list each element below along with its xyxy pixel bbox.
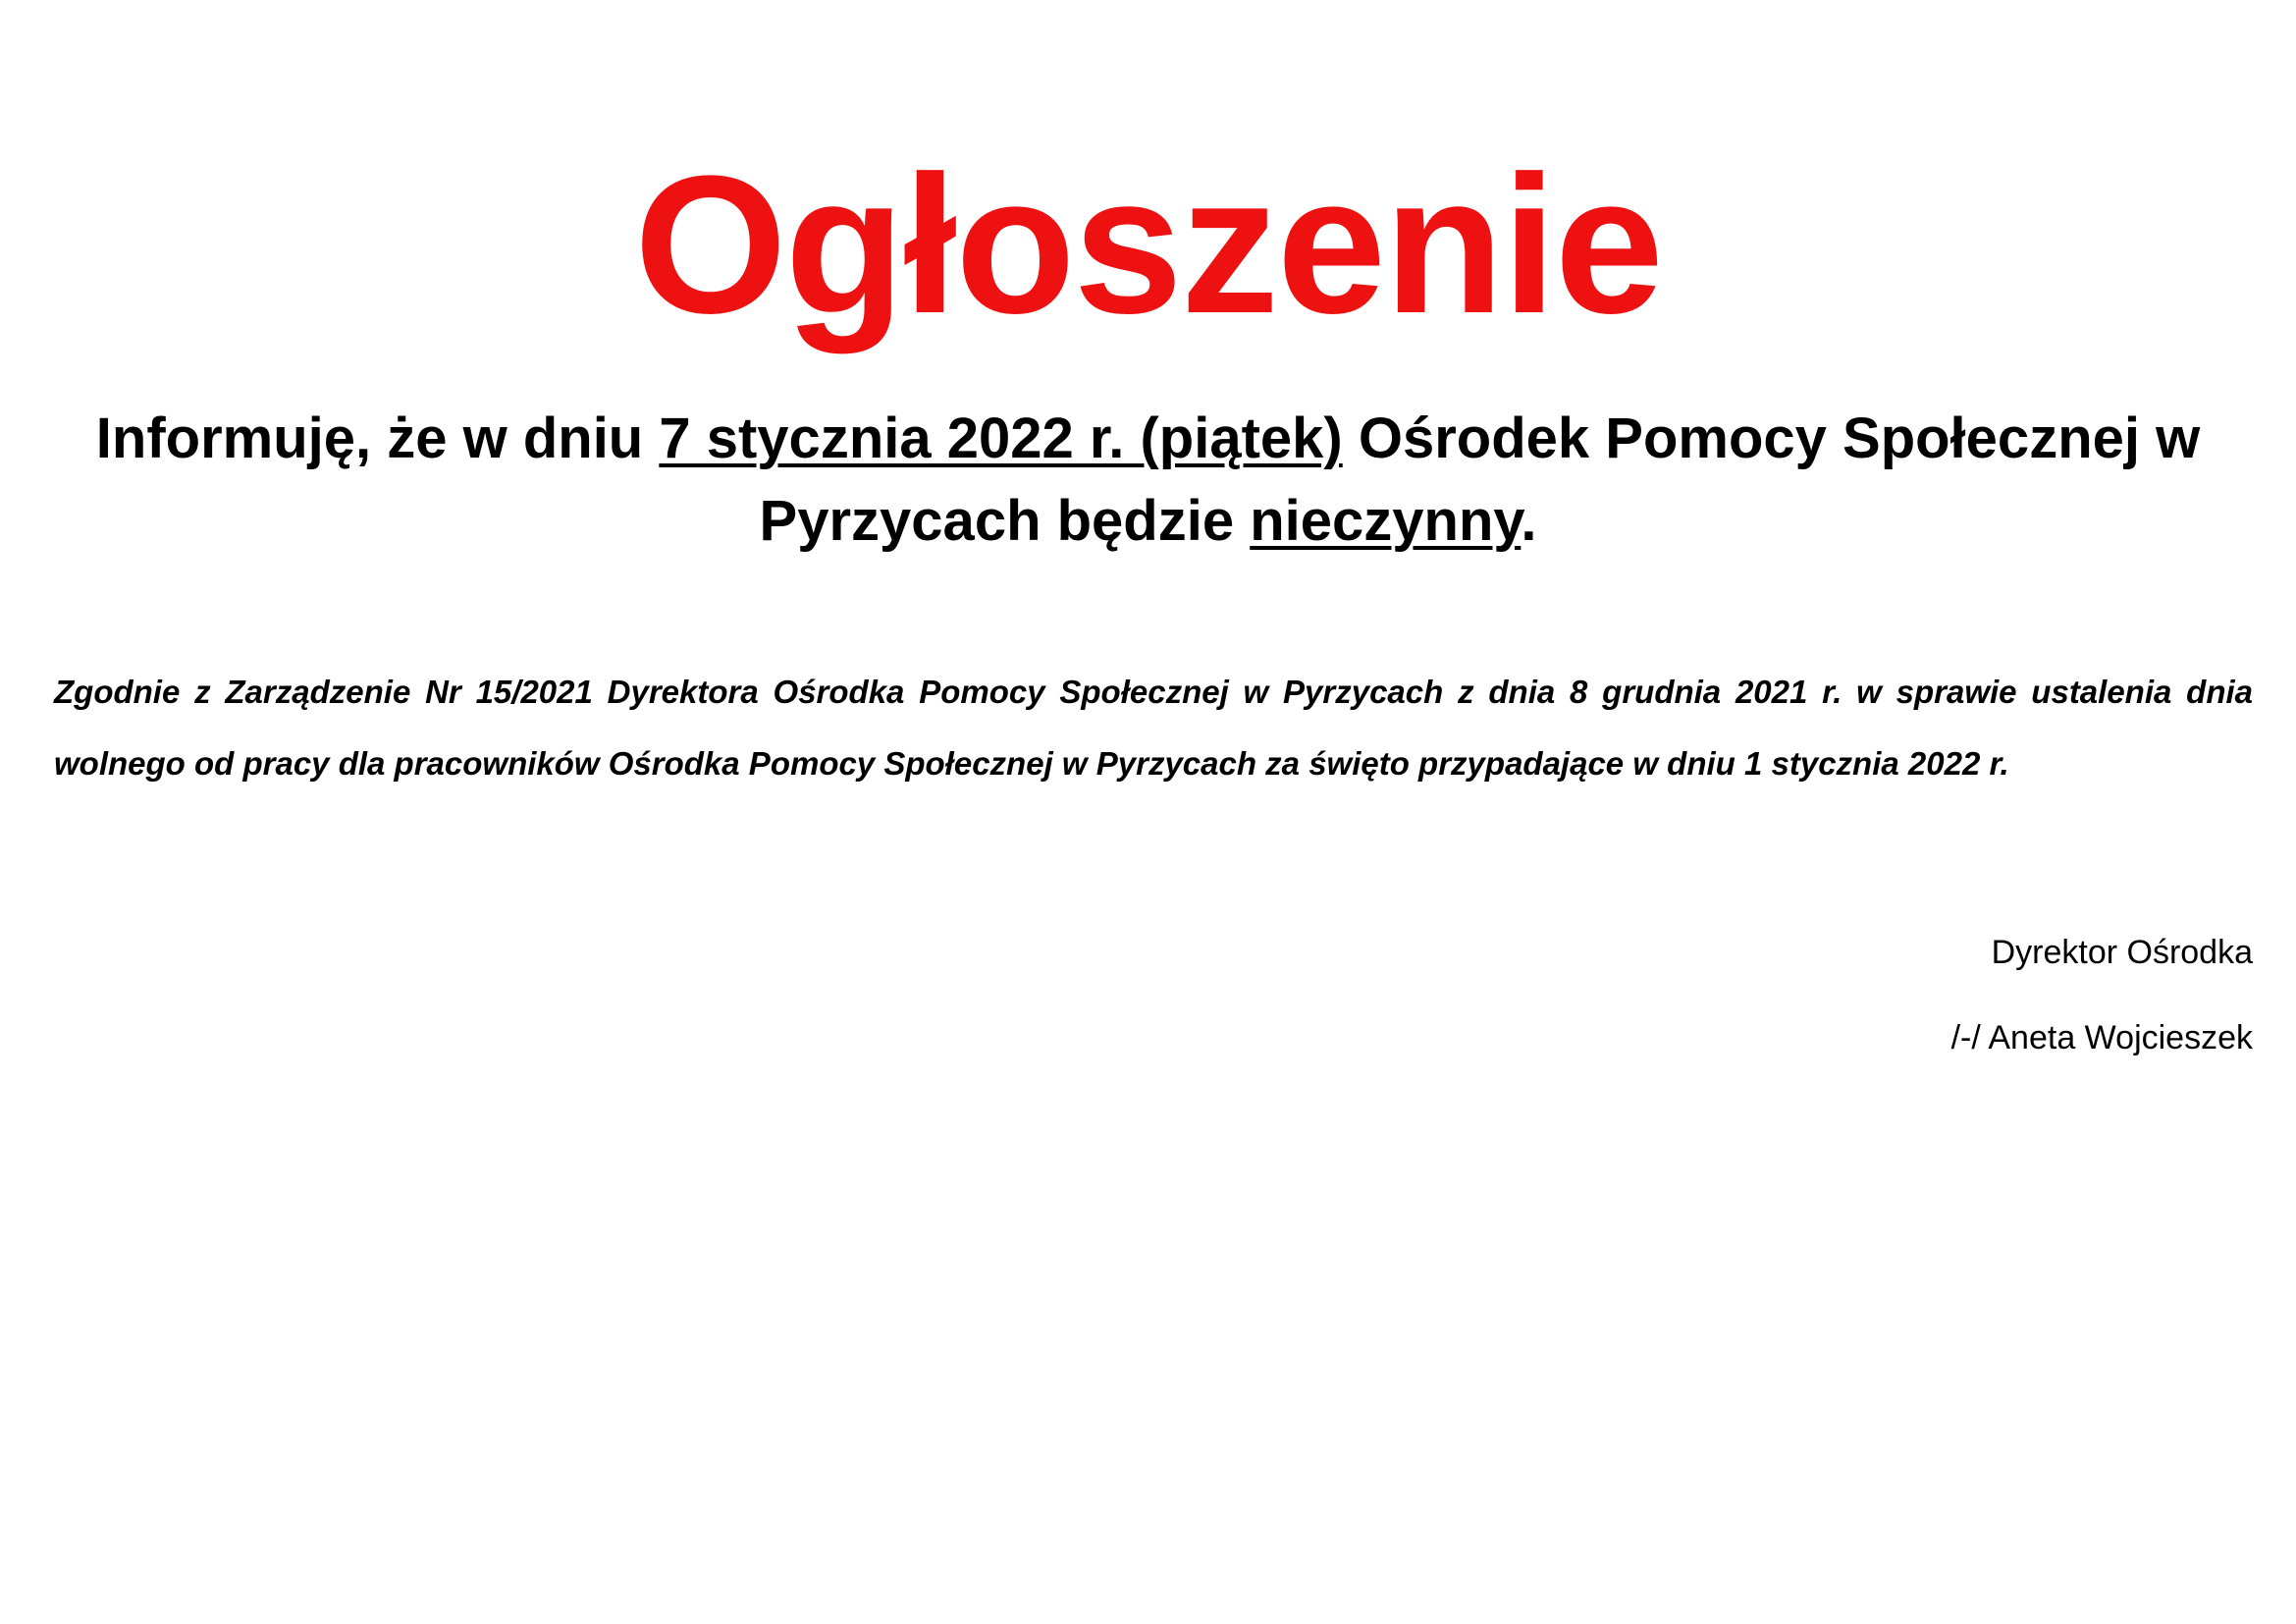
- signature-role: Dyrektor Ośrodka: [1991, 934, 2253, 971]
- headline-end: .: [1521, 489, 1537, 553]
- headline-middle: Ośrodek Pomocy Społecznej w Pyrzycach będzie: [759, 406, 2201, 553]
- signature-name: /-/ Aneta Wojcieszek: [1950, 1019, 2253, 1056]
- announcement-headline: [59, 398, 2237, 563]
- headline-status: nieczynny: [1250, 489, 1522, 553]
- announcement-body: Zgodnie z Zarządzenie Nr 15/2021 Dyrektora Ośrodka Pomocy Społecznej w Pyrzycach z dnia 8 grudnia 2021 r. w sprawie ustalenia dnia wolnego od pracy dla pracowników Ośrodka Pomocy Społecznej w Pyrzycach za święto przypadające w dniu 1 stycznia 2022 r.: [54, 674, 2253, 782]
- headline-date: 7 stycznia 2022 r. (piątek): [659, 406, 1343, 470]
- announcement-title: Ogłoszenie: [634, 135, 1662, 354]
- headline-intro: Informuję, że w dniu: [95, 406, 660, 470]
